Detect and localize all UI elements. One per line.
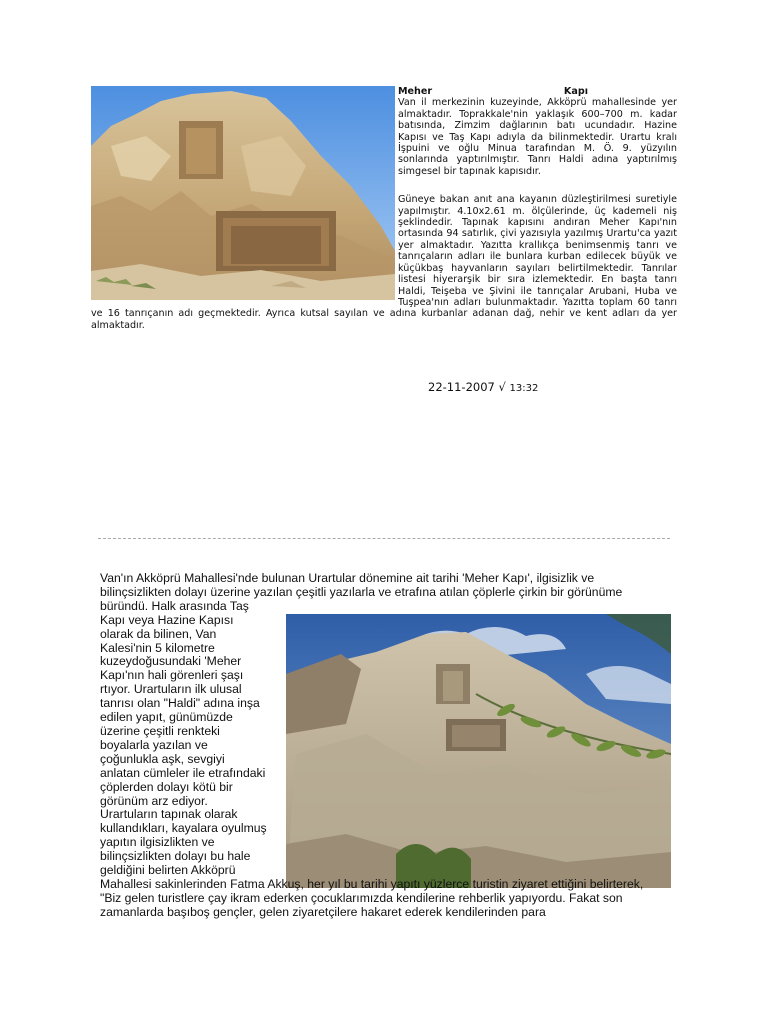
section-title — [398, 86, 588, 97]
article-intro-text: Van'ın Akköprü Mahallesi'nde bulunan Urartular dönemine ait tarihi 'Meher Kapı', ilgisizlik ve bilinçsizlikten dolayı üzerine yazılan çeşitli yazılarla ve etrafına atılan çöplerle çirkin bir görünüme büründü. — [100, 571, 623, 613]
photo-placeholder-2 — [268, 600, 657, 874]
article-intro — [100, 572, 657, 920]
post-time: 13:32 — [509, 383, 539, 394]
post-date: 22-11-2007 — [428, 380, 495, 394]
description-paragraph-1: Van il merkezinin kuzeyinde, Akköprü mahallesinde yer almaktadır. Toprakkale'nin yaklaşık 600–700 m. kadar batısında, Zimzim dağlarının batı ucundadır. Hazine Kapısı ve Taş Kapı adıyla da bilinmektedir. Urartu kralı İşpuini ve oğlu Minua tarafından M. Ö. 9. yüzyılın sonlarında yaptırılmıştır. Tanrı Haldi adına yaptırılmış simgesel bir tapınak kapısıdır. — [398, 97, 677, 177]
meher-kapi-description — [91, 86, 677, 331]
title-right: Kapı — [563, 86, 588, 97]
check-mark: √ — [498, 380, 506, 394]
description-paragraph-2: Güneye bakan anıt ana kayanın düzleştirilmesi suretiyle yapılmıştır. 4.10x2.61 m. ölçülerinde, üç kademeli niş şeklindedir. Tapınak kapısını andıran Meher Kapı'nın ortasında 94 satırlık, çivi yazısıyla yazılmış Urartu'ca yazıt yer almaktadır. Yazıtta krallıkça benimsenmiş tanrı ve tanrıçaların adları ile bunlara kurban edilecek büyük ve küçükbaş hayvanların sayıları belirtilmektedir. Tanrılar listesi hiyerarşik bir sıra izlemektedir. En başta tanrı Haldi, Teişeba ve Şivini ile tanrıçalar Arubani, Huba ve Tuşpea'nın adları bulunmaktadır. Yazıtta toplam 60 tanrı ve 16 tanrıçanın adı geçmektedir. Ayrıca kutsal sayılan ve adına kurbanlar adanan dağ, nehir ve kent adları da yer almaktadır. — [91, 194, 677, 331]
news-article — [100, 572, 657, 920]
section-divider — [98, 538, 670, 539]
post-timestamp — [428, 380, 538, 394]
photo-placeholder — [91, 86, 398, 300]
title-left: Meher — [398, 86, 433, 97]
article-body: Halk arasında Taş Kapı veya Hazine Kapısı olarak da bilinen, Van Kalesi'nin 5 kilometre kuzeydoğusundaki 'Meher Kapı'nın hali görenleri şaşı rtıyor. Urartuların ilk ulusal tanrısı olan "Haldi" adına inşa edilen yapıt, günümüzde üzerine çeşitli renkteki boyalarla yazılan ve çoğunlukla aşk, sevgiyi anlatan cümleler ile etrafındaki çöplerden dolayı kötü bir görünüm arz ediyor. Urartuların tapınak olarak kullandıkları, kayalara oyulmuş yapıtın ilgisizlikten ve bilinçsizlikten dolayı bu hale geldiğini belirten Akköprü Mahallesi sakinlerinden Fatma Akkuş, her yıl bu tarihi yapıtı yüzlerce turistin ziyaret ettiğini belirterek, "Biz gelen turistlere çay ikram ederken çocuklarımızda kendilerine rehberlik yapıyordu. Fakat son zamanlarda başıboş gençler, gelen ziyaretçilere hakaret ederek kendilerinden para — [100, 598, 644, 919]
